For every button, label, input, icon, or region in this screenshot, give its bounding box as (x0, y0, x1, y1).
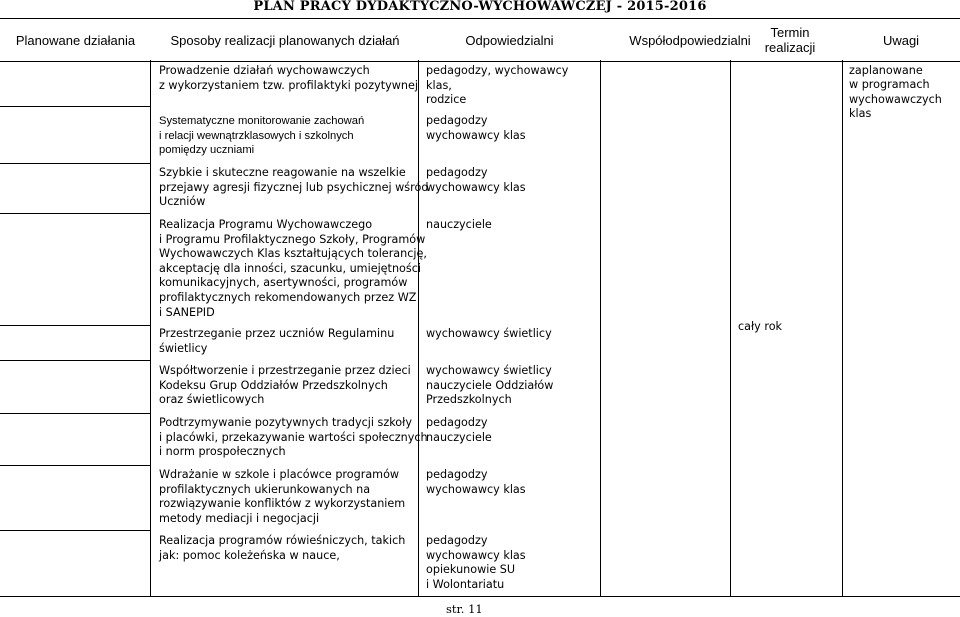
table-header (0, 18, 960, 62)
page-title: PLAN PRACY DYDAKTYCZNO-WYCHOWAWCZEJ - 2015-2016 (253, 0, 707, 14)
col-header-methods: Sposoby realizacji planowanych działań (170, 32, 400, 48)
row-divider (0, 360, 150, 361)
responsible-text: wychowawcy świetlicy nauczyciele Oddziałów Przedszkolnych (426, 364, 554, 407)
col-header-remarks: Uwagi (882, 32, 920, 48)
responsible-text: pedagodzy wychowawcy klas opiekunowie SU i Wolontariatu (426, 534, 526, 591)
col-header-planned-actions: Planowane działania (15, 32, 136, 48)
responsible-text: pedagodzy wychowawcy klas (426, 166, 526, 194)
responsible-text: pedagodzy wychowawcy klas (426, 114, 526, 142)
grid-line (418, 60, 419, 597)
responsible-text: pedagodzy nauczyciele (426, 416, 492, 444)
grid-line (730, 60, 731, 597)
responsible-text: pedagodzy, wychowawcy klas, rodzice (426, 64, 569, 107)
action-text: Przestrzeganie przez uczniów Regulaminu świetlicy (159, 327, 395, 355)
table-bottom-line (150, 596, 960, 597)
row-divider (0, 465, 150, 466)
row-divider (0, 106, 150, 107)
action-text: Wdrażanie w szkole i placówce programów profilaktycznych ukierunkowanych na rozwiązywanie konfliktów z wykorzystaniem metody mediacji i negocjacji (159, 468, 406, 525)
term-text: cały rok (738, 320, 783, 333)
responsible-text: nauczyciele (426, 218, 492, 231)
page-number: str. 11 (446, 602, 483, 616)
col-header-responsible: Odpowiedzialni (465, 32, 554, 48)
action-text: Szybkie i skuteczne reagowanie na wszelkie przejawy agresji fizycznej lub psychicznej wśród Uczniów (159, 166, 429, 209)
row-divider (0, 530, 150, 531)
row-divider (0, 413, 150, 414)
action-text: Prowadzenie działań wychowawczych z wykorzystaniem tzw. profilaktyki pozytywnej (159, 64, 418, 92)
row-divider (0, 163, 150, 164)
responsible-text: wychowawcy świetlicy (426, 327, 552, 340)
grid-line (842, 60, 843, 597)
col-header-co-responsible: Współodpowiedzialni (629, 32, 751, 48)
row-divider (0, 213, 150, 214)
remarks-text: zaplanowane w programach wychowawczych klas (849, 64, 942, 121)
action-text: Podtrzymywanie pozytywnych tradycji szkoły i placówki, przekazywanie wartości społecznych i norm prospołecznych (159, 416, 428, 459)
col-header-term: Termin realizacji (764, 25, 816, 55)
grid-line (600, 60, 601, 597)
row-divider (0, 325, 150, 326)
action-text: Realizacja Programu Wychowawczego i Programu Profilaktycznego Szkoły, Programów Wychowawczych Klas kształtujących tolerancję, akceptację dla inności, szacunku, umiejętności komunikacyjnych, asertywności, programów profilaktycznych rekomendowanych przez WZ i SANEPID (159, 218, 427, 319)
responsible-text: pedagodzy wychowawcy klas (426, 468, 526, 496)
action-text: Współtworzenie i przestrzeganie przez dzieci Kodeksu Grup Oddziałów Przedszkolnych oraz świetlicowych (159, 364, 411, 407)
action-text: Systematyczne monitorowanie zachowań i relacji wewnątrzklasowych i szkolnych pomiędzy uczniami (159, 115, 365, 157)
grid-line (150, 60, 151, 597)
action-text: Realizacja programów rówieśniczych, takich jak: pomoc koleżeńska w nauce, (159, 534, 406, 562)
row-divider (0, 596, 150, 597)
